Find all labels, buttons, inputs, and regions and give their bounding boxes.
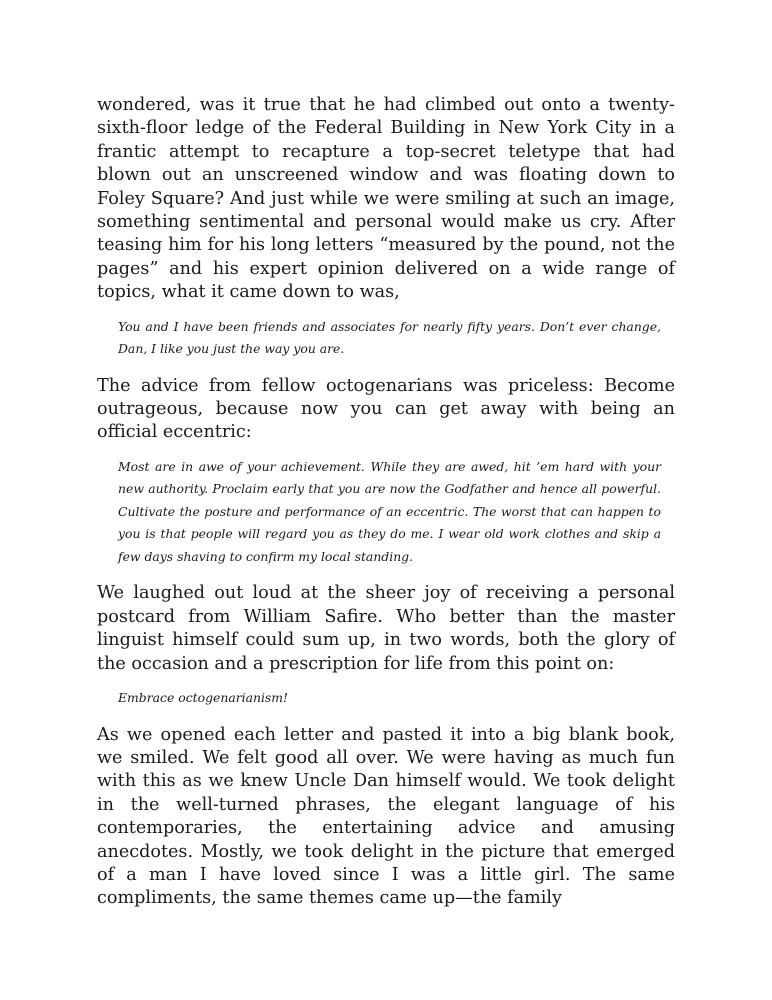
book-page xyxy=(97,94,675,911)
body-paragraph-3: We laughed out loud at the sheer joy of receiving a personal postcard from William Safire. Who better than the master linguist himself could sum up, in two words, both the glory of the occasion and a prescription for life from this point on: xyxy=(97,583,675,674)
block-quote-3: Embrace octogenarianism! xyxy=(118,690,289,705)
block-quote-2: Most are in awe of your achievement. While they are awed, hit ’em hard with your new authority. Proclaim early that you are now the Godfather and hence all powerful. Cultivate the posture and performance of an eccentric. The worst that can happen to you is that people will regard you as they do me. I wear old work clothes and skip a few days shaving to confirm my local standing. xyxy=(118,458,661,564)
body-paragraph-4: As we opened each letter and pasted it into a big blank book, we smiled. We felt good all over. We were having as much fun with this as we knew Uncle Dan himself would. We took delight in the well-turned phrases, the elegant language of his contemporaries, the entertaining advice and amusing anecdotes. Mostly, we took delight in the picture that emerged of a man I have loved since I was a little girl. The same compliments, the same themes came up—the family xyxy=(97,724,675,909)
block-quote-1: You and I have been friends and associates for nearly fifty years. Don’t ever change, Dan, I like you just the way you are. xyxy=(118,318,661,357)
body-paragraph-1: wondered, was it true that he had climbed out onto a twenty-sixth-floor ledge of the Federal Building in New York City in a frantic attempt to recapture a top-secret teletype that had blown out an unscreened window and was floating down to Foley Square? And just while we were smiling at such an image, something sentimental and personal would make us cry. After teasing him for his long letters “measured by the pound, not the pages” and his expert opinion delivered on a wide range of topics, what it came down to was, xyxy=(97,95,675,303)
body-paragraph-2: The advice from fellow octogenarians was priceless: Become outrageous, because now you can get away with being an official eccentric: xyxy=(97,375,675,443)
